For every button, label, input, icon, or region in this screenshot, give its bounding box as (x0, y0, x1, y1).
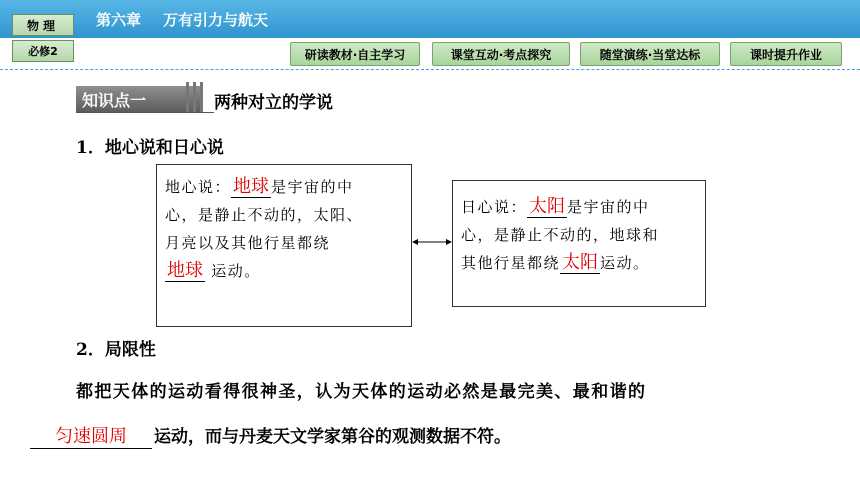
heliocentric-line-2: 心，是静止不动的，地球和 (461, 226, 660, 244)
badge-bars-decoration (182, 82, 212, 112)
heliocentric-text-3: 其他行星都绕 (461, 254, 561, 272)
geocentric-text-1: 是宇宙的中 (271, 178, 354, 196)
badge-underline (76, 112, 214, 113)
heliocentric-text-4: 运动。 (600, 254, 650, 272)
header-divider (0, 69, 860, 70)
heliocentric-label: 日心说： (461, 198, 528, 216)
chapter-name: 万有引力与航天 (163, 11, 269, 29)
chapter-number: 第六章 (96, 11, 142, 29)
nav-button-practice[interactable]: 随堂演练·当堂达标 (580, 42, 720, 66)
nav-button-self-study[interactable]: 研读教材·自主学习 (290, 42, 420, 66)
limitation-line-1: 都把天体的运动看得很神圣，认为天体的运动必然是最完美、最和谐的 (76, 382, 647, 402)
geocentric-label: 地心说： (165, 178, 232, 196)
chapter-title (96, 9, 268, 30)
heliocentric-box (452, 180, 706, 307)
heliocentric-answer-2: 太阳 (562, 252, 599, 273)
knowledge-point-badge: 知识点一 (76, 86, 202, 112)
geocentric-line-1 (165, 173, 403, 201)
section-title: 两种对立的学说 (214, 93, 333, 113)
geocentric-line-4 (165, 257, 403, 285)
heliocentric-line-3 (461, 249, 697, 277)
heliocentric-text-1: 是宇宙的中 (567, 198, 650, 216)
geocentric-line-3: 月亮以及其他行星都绕 (165, 234, 331, 252)
geocentric-answer-2: 地球 (167, 260, 203, 281)
double-arrow-icon (412, 236, 452, 248)
nav-button-class-interaction[interactable]: 课堂互动·考点探究 (432, 42, 570, 66)
limitation-line-2 (30, 422, 800, 449)
heliocentric-line-1 (461, 193, 697, 221)
geocentric-box (156, 164, 412, 327)
geocentric-text-4: 运动。 (211, 262, 261, 280)
book-tab: 必修2 (12, 40, 74, 62)
heading-limitation: 2．局限性 (76, 340, 156, 360)
nav-button-homework[interactable]: 课时提升作业 (730, 42, 842, 66)
geocentric-line-2: 心，是静止不动的，太阳、 (165, 206, 364, 224)
geocentric-answer-1: 地球 (233, 176, 270, 197)
heliocentric-answer-1: 太阳 (529, 196, 566, 217)
subject-tab: 物理 (12, 14, 74, 36)
limitation-answer: 匀速圆周 (30, 422, 152, 449)
limitation-text-2: 运动，而与丹麦天文学家第谷的观测数据不符。 (154, 427, 511, 447)
heading-geo-helio: 1．地心说和日心说 (76, 138, 224, 158)
